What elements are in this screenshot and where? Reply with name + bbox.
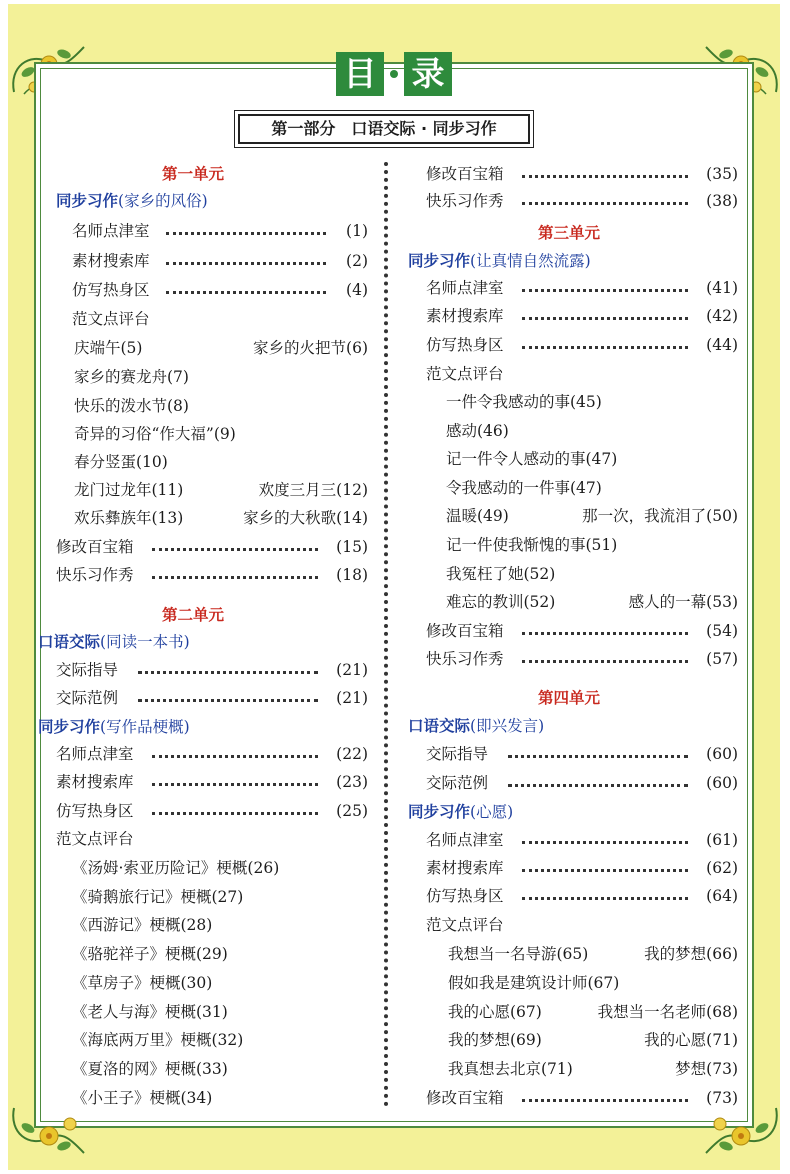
essay-link[interactable]: 《汤姆·索亚历险记》梗概(26): [72, 859, 280, 877]
entry-label: 名师点津室: [426, 831, 504, 849]
page-number: (21): [336, 661, 368, 679]
entry-label: 素材搜索库: [56, 773, 134, 791]
section-topic: (让真情自然流露): [470, 252, 591, 270]
page-number: (60): [706, 774, 738, 792]
essay-link[interactable]: 我的梦想(69): [448, 1031, 542, 1049]
page-number: (57): [706, 650, 738, 668]
dot-leader: [166, 291, 326, 294]
toc-entry[interactable]: [426, 884, 738, 908]
dot-leader: [152, 576, 318, 579]
essay-link[interactable]: 梦想(73): [675, 1060, 738, 1078]
section-heading: [56, 189, 208, 213]
essay-link[interactable]: 我的梦想(66): [644, 945, 738, 963]
essay-link[interactable]: 家乡的火把节(6): [253, 339, 368, 357]
essay-link[interactable]: 家乡的赛龙舟(7): [74, 368, 189, 386]
page-number: (38): [706, 192, 738, 210]
essay-link[interactable]: 春分竖蛋(10): [74, 453, 168, 471]
essay-link[interactable]: 庆端午(5): [74, 339, 143, 357]
entry-label: 仿写热身区: [72, 281, 150, 299]
toc-entry[interactable]: [56, 770, 368, 794]
unit-heading: 第二单元: [162, 606, 225, 624]
entry-label: 素材搜索库: [72, 252, 150, 270]
essay-row: [448, 942, 738, 966]
essay-link[interactable]: 我的心愿(67): [448, 1003, 542, 1021]
dot-leader: [138, 699, 318, 702]
dot-leader: [138, 671, 318, 674]
toc-entry[interactable]: [426, 771, 738, 795]
toc-entry[interactable]: [426, 742, 738, 766]
page-number: (73): [706, 1089, 738, 1107]
toc-entry[interactable]: [56, 219, 368, 243]
section-label: 同步习作: [38, 718, 101, 736]
essay-link[interactable]: 《海底两万里》梗概(32): [72, 1031, 244, 1049]
toc-entry[interactable]: [56, 799, 368, 823]
dot-leader: [508, 755, 688, 758]
entry-label: 修改百宝箱: [426, 1089, 504, 1107]
page-number: (54): [706, 622, 738, 640]
title-char: 录: [404, 52, 452, 96]
essay-link[interactable]: 感动(46): [446, 422, 509, 440]
section-heading: [38, 715, 190, 739]
toc-entry[interactable]: [56, 563, 368, 587]
essay-link[interactable]: 感人的一幕(53): [628, 593, 738, 611]
page-number: (64): [706, 887, 738, 905]
page-number: (41): [706, 279, 738, 297]
essay-link[interactable]: 奇异的习俗“作大福”(9): [74, 425, 236, 443]
dot-leader: [508, 784, 688, 787]
entry-label: 修改百宝箱: [426, 622, 504, 640]
toc-entry[interactable]: [426, 619, 738, 643]
page-title: [322, 46, 468, 100]
essay-link[interactable]: 记一件使我惭愧的事(51): [446, 536, 618, 554]
toc-entry[interactable]: [56, 278, 368, 302]
dot-leader: [166, 262, 326, 265]
toc-entry[interactable]: [426, 333, 738, 357]
page-number: (4): [346, 281, 368, 299]
subsection-label: 范文点评台: [426, 365, 504, 383]
essay-link[interactable]: 《小王子》梗概(34): [72, 1089, 213, 1107]
page-number: (2): [346, 252, 368, 270]
dot-leader: [152, 812, 318, 815]
entry-label: 仿写热身区: [426, 887, 504, 905]
subsection-label: 范文点评台: [72, 310, 150, 328]
part-heading: 第一部分 口语交际 · 同步习作: [238, 114, 530, 144]
toc-entry[interactable]: [426, 856, 738, 880]
essay-link[interactable]: 温暖(49): [446, 507, 509, 525]
unit-heading: 第四单元: [538, 689, 601, 707]
toc-entry[interactable]: [56, 535, 368, 559]
entry-label: 交际范例: [426, 774, 489, 792]
page-number: (25): [336, 802, 368, 820]
entry-label: 修改百宝箱: [56, 538, 134, 556]
dot-leader: [152, 548, 318, 551]
entry-label: 名师点津室: [72, 222, 150, 240]
entry-label: 快乐习作秀: [426, 192, 504, 210]
essay-row: [74, 506, 368, 530]
entry-label: 修改百宝箱: [426, 165, 504, 183]
dot-leader: [522, 289, 688, 292]
essay-link[interactable]: 我真想去北京(71): [448, 1060, 573, 1078]
section-label: 口语交际: [38, 633, 101, 651]
entry-label: 交际指导: [56, 661, 119, 679]
entry-label: 快乐习作秀: [426, 650, 504, 668]
essay-link[interactable]: 我想当一名导游(65): [448, 945, 589, 963]
dot-leader: [522, 841, 688, 844]
subsection-label: 范文点评台: [56, 830, 134, 848]
essay-link[interactable]: 《草房子》梗概(30): [72, 974, 213, 992]
unit-heading: 第一单元: [162, 165, 225, 183]
essay-link[interactable]: 欢乐彝族年(13): [74, 509, 184, 527]
page-number: (60): [706, 745, 738, 763]
page-number: (42): [706, 307, 738, 325]
section-topic: (写作品梗概): [100, 718, 190, 736]
page-number: (21): [336, 689, 368, 707]
section-label: 口语交际: [408, 717, 471, 735]
entry-label: 仿写热身区: [56, 802, 134, 820]
entry-label: 名师点津室: [426, 279, 504, 297]
essay-link[interactable]: 那一次，我流泪了(50): [582, 507, 738, 525]
essay-link[interactable]: 我的心愿(71): [644, 1031, 738, 1049]
toc-entry[interactable]: [56, 686, 368, 710]
section-heading: [408, 714, 544, 738]
essay-link[interactable]: 《夏洛的网》梗概(33): [72, 1060, 228, 1078]
page-number: (15): [336, 538, 368, 556]
dot-leader: [522, 869, 688, 872]
dot-leader: [166, 232, 326, 235]
entry-label: 名师点津室: [56, 745, 134, 763]
section-heading: [408, 800, 513, 824]
essay-row: [448, 1000, 738, 1024]
toc-entry[interactable]: [56, 658, 368, 682]
entry-label: 交际指导: [426, 745, 489, 763]
essay-link[interactable]: 难忘的教训(52): [446, 593, 556, 611]
section-label: 同步习作: [408, 803, 471, 821]
essay-row: [448, 1028, 738, 1052]
essay-row: [446, 504, 738, 528]
section-heading: [408, 249, 591, 273]
section-label: 同步习作: [56, 192, 119, 210]
page-number: (44): [706, 336, 738, 354]
page-number: (62): [706, 859, 738, 877]
page-number: (61): [706, 831, 738, 849]
title-dot: [390, 70, 398, 78]
page-number: (23): [336, 773, 368, 791]
entry-label: 交际范例: [56, 689, 119, 707]
dot-leader: [522, 175, 688, 178]
essay-row: [74, 478, 368, 502]
title-char: 目: [336, 52, 384, 96]
essay-row: [446, 590, 738, 614]
essay-link[interactable]: 记一件令人感动的事(47): [446, 450, 618, 468]
dot-leader: [522, 632, 688, 635]
essay-link[interactable]: 我想当一名老师(68): [597, 1003, 738, 1021]
dot-leader: [522, 346, 688, 349]
toc-entry[interactable]: [426, 276, 738, 300]
page-number: (18): [336, 566, 368, 584]
dot-leader: [522, 897, 688, 900]
page-number: (1): [346, 222, 368, 240]
essay-link[interactable]: 一件令我感动的事(45): [446, 393, 602, 411]
section-topic: (心愿): [470, 803, 514, 821]
essay-link[interactable]: 假如我是建筑设计师(67): [448, 974, 620, 992]
dot-leader: [522, 317, 688, 320]
section-heading: [38, 630, 190, 654]
dot-leader: [522, 660, 688, 663]
section-label: 同步习作: [408, 252, 471, 270]
entry-label: 仿写热身区: [426, 336, 504, 354]
section-topic: (即兴发言): [470, 717, 545, 735]
subsection-label: 范文点评台: [426, 916, 504, 934]
essay-link[interactable]: 家乡的大秋歌(14): [243, 509, 368, 527]
section-topic: (家乡的风俗): [118, 192, 208, 210]
toc-entry[interactable]: [56, 742, 368, 766]
page-number: (35): [706, 165, 738, 183]
essay-link[interactable]: 《老人与海》梗概(31): [72, 1003, 228, 1021]
page-number: (22): [336, 745, 368, 763]
dot-leader: [152, 783, 318, 786]
toc-entry[interactable]: [426, 189, 738, 213]
unit-heading: 第三单元: [538, 224, 601, 242]
toc-entry[interactable]: [426, 1086, 738, 1110]
toc-entry[interactable]: [426, 828, 738, 852]
essay-link[interactable]: 《骆驼祥子》梗概(29): [72, 945, 228, 963]
essay-row: [448, 1057, 738, 1081]
essay-link[interactable]: 欢度三月三(12): [258, 481, 368, 499]
column-divider: [384, 162, 388, 1107]
essay-link[interactable]: 我冤枉了她(52): [446, 565, 556, 583]
essay-link[interactable]: 《骑鹅旅行记》梗概(27): [72, 888, 244, 906]
essay-row: [74, 336, 368, 360]
entry-label: 快乐习作秀: [56, 566, 134, 584]
essay-link[interactable]: 令我感动的一件事(47): [446, 479, 602, 497]
toc-entry[interactable]: [56, 249, 368, 273]
dot-leader: [522, 202, 688, 205]
entry-label: 素材搜索库: [426, 307, 504, 325]
essay-link[interactable]: 《西游记》梗概(28): [72, 916, 213, 934]
section-topic: (同读一本书): [100, 633, 190, 651]
toc-entry[interactable]: [426, 304, 738, 328]
essay-link[interactable]: 龙门过龙年(11): [74, 481, 184, 499]
entry-label: 素材搜索库: [426, 859, 504, 877]
toc-entry[interactable]: [426, 162, 738, 186]
toc-entry[interactable]: [426, 647, 738, 671]
dot-leader: [152, 755, 318, 758]
essay-link[interactable]: 快乐的泼水节(8): [74, 397, 189, 415]
dot-leader: [522, 1099, 688, 1102]
